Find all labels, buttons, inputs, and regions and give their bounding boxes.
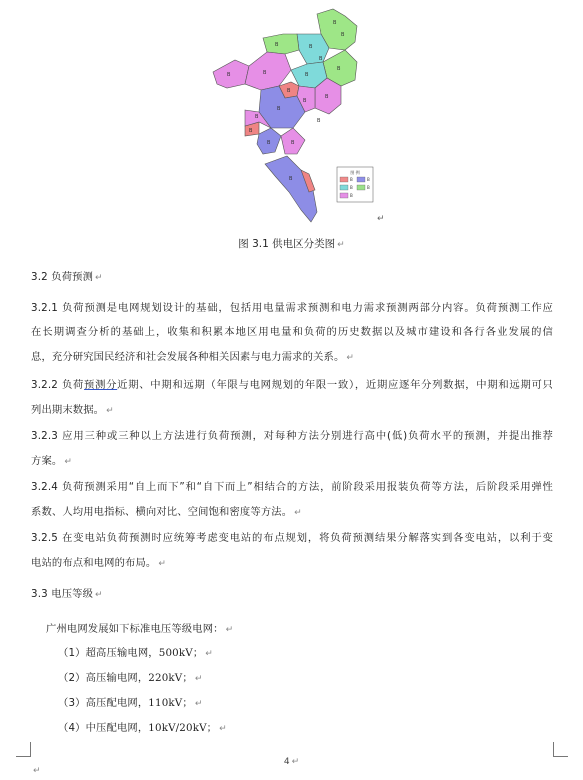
crop-mark-bottom-right (553, 742, 568, 757)
legend-label: B (350, 185, 353, 190)
voltage-intro: 广州电网发展如下标准电压等级电网： ↵ (46, 623, 234, 635)
map-label: B (325, 94, 329, 100)
legend-title: 图 例 (350, 170, 360, 175)
legend-swatch-red (340, 177, 348, 182)
page-number: 4 ↵ (283, 757, 300, 767)
voltage-list-item: （4）中压配电网，10kV/20kV； ↵ (58, 722, 227, 734)
paragraph-3-2-4-line: 3.2.4 负荷预测采用“自上而下”和“自下而上”相结合的方法，前阶段采用报装负荷等方法，后阶段采用弹性 (31, 481, 553, 493)
legend-label: B (350, 193, 353, 198)
paragraph-3-2-2-line: 3.2.2 负荷预测分近期、中期和远期（年限与电网规划的年限一致），近期应逐年分列数据，中期和远期可只 (31, 379, 553, 391)
paragraph-3-2-5-line: 电站的布点和电网的布局。 ↵ (31, 557, 167, 569)
map-region-northwest-green (263, 34, 299, 54)
map-label: B (287, 88, 291, 94)
map-label: B (263, 70, 267, 76)
map-legend (337, 167, 373, 202)
section-heading-3-3: 3.3 电压等级 ↵ (31, 588, 103, 600)
map-label: B (275, 42, 279, 48)
legend-swatch-green (357, 185, 365, 190)
paragraph-mark: ↵ (377, 214, 385, 224)
map-label: B (303, 98, 307, 104)
paragraph-mark: ↵ (33, 766, 41, 776)
paragraph-3-2-1-line: 3.2.1 负荷预测是电网规划设计的基础，包括用电量需求预测和电力需求预测两部分内容。负荷预测工作应 (31, 302, 553, 314)
map-region-west-pink (213, 60, 249, 88)
map-label: B (319, 56, 323, 62)
map-label: B (341, 32, 345, 38)
legend-label: B (367, 177, 370, 182)
map-label: B (305, 72, 309, 78)
power-supply-zone-map (205, 4, 375, 226)
voltage-list-item: （3）高压配电网，110kV； ↵ (58, 697, 203, 709)
map-label: B (309, 44, 313, 50)
map-label: B (267, 140, 271, 146)
map-label: B (291, 140, 295, 146)
crop-mark-bottom-left (16, 742, 31, 757)
voltage-list-item: （1）超高压输电网，500kV； ↵ (58, 647, 213, 659)
map-label: B (337, 66, 341, 72)
map-label: B (277, 106, 281, 112)
paragraph-3-2-5-line: 3.2.5 在变电站负荷预测时应统筹考虑变电站的布点规划，将负荷预测结果分解落实到各变电站，以利于变 (31, 532, 553, 544)
map-label: B (249, 128, 253, 134)
paragraph-3-2-1-line: 息，充分研究国民经济和社会发展各种相关因素与电力需求的关系。 ↵ (31, 351, 355, 363)
voltage-list-item: （2）高压输电网，220kV； ↵ (58, 672, 203, 684)
section-heading-3-2: 3.2 负荷预测 ↵ (31, 271, 103, 283)
map-label: B (227, 72, 231, 78)
legend-swatch-purple (357, 177, 365, 182)
paragraph-3-2-4-line: 系数、人均用电指标、横向对比、空间饱和密度等方法。 ↵ (31, 506, 302, 518)
paragraph-3-2-1-line: 在长期调查分析的基础上，收集和积累本地区用电量和负荷的历史数据以及城市建设和各行各业发展的信 (31, 326, 553, 338)
map-label: B (289, 176, 293, 182)
paragraph-3-2-3-line: 3.2.3 应用三种或三种以上方法进行负荷预测，对每种方法分别进行高中(低)负荷水平的预测，并提出推荐 (31, 430, 553, 442)
map-label: B (333, 20, 337, 26)
legend-swatch-cyan (340, 185, 348, 190)
legend-swatch-pink (340, 193, 348, 198)
paragraph-3-2-3-line: 方案。 ↵ (31, 455, 73, 467)
legend-label: B (350, 177, 353, 182)
paragraph-3-2-2-line: 列出期末数据。 ↵ (31, 404, 114, 416)
figure-caption: 图 3.1 供电区分类图 ↵ (238, 238, 345, 250)
legend-label: B (367, 185, 370, 190)
map-label: B (255, 114, 259, 120)
map-label: B (317, 118, 321, 124)
